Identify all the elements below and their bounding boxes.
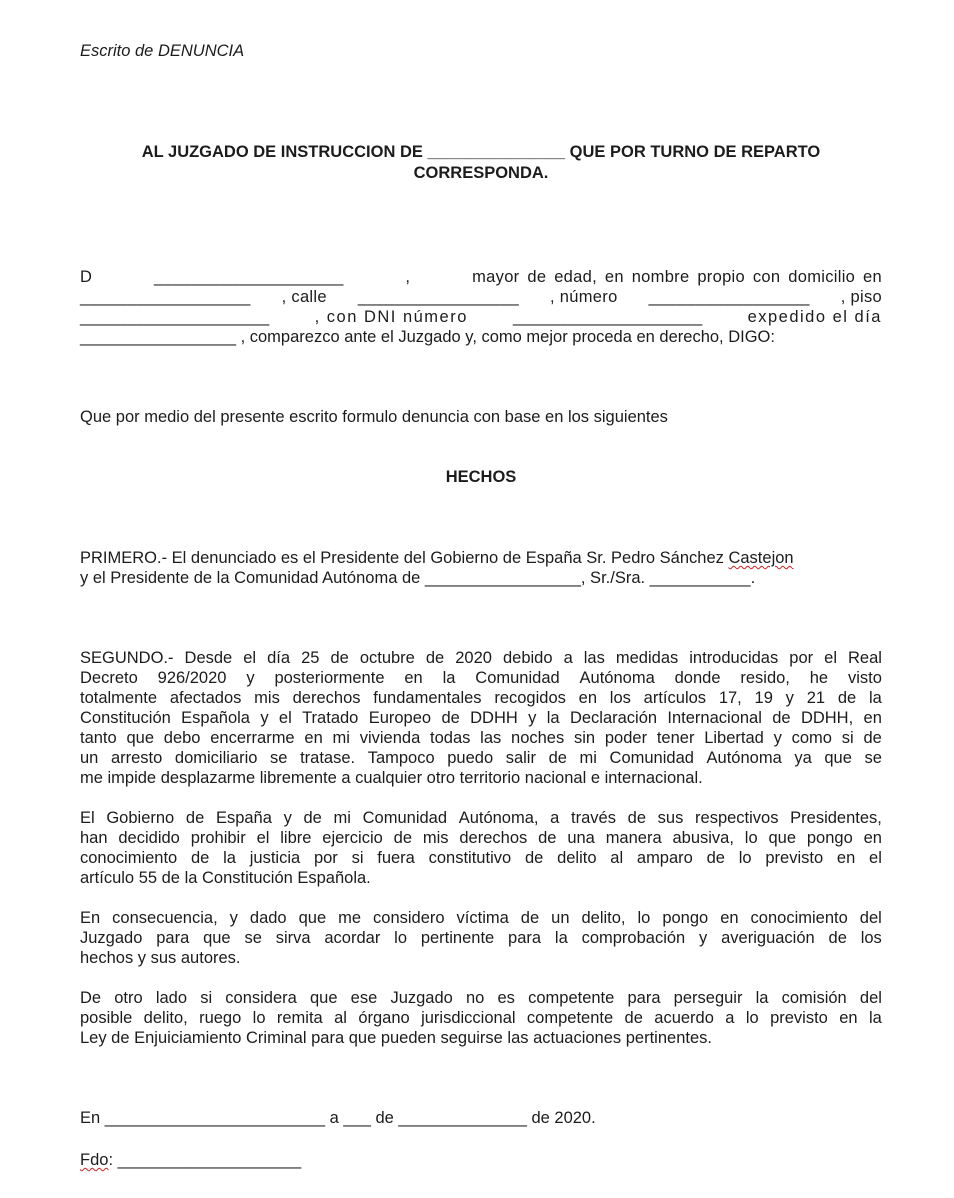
otro-lado-line: Ley de Enjuiciamiento Criminal para que pueden seguirse las actuaciones pertinentes. [80, 1029, 712, 1047]
intro-l2-c: _________________ [357, 288, 519, 306]
intro-l1-b: ____________________ [154, 268, 344, 286]
intro-l3-a: ____________________ [80, 308, 270, 326]
primero-line-2: y el Presidente de la Comunidad Autónoma de _________________, Sr./Sra. ___________. [80, 569, 756, 587]
gobierno-line: artículo 55 de la Constitución Española. [80, 869, 371, 887]
segundo-line: SEGUNDO.- Desde el día 25 de octubre de 2020 debido a las medidas introducidas por el Real [80, 649, 882, 667]
signature-line [80, 1150, 301, 1170]
spellcheck-flagged-word: Castejon [728, 549, 794, 567]
place-date-line: En ________________________ a ___ de ______________ de 2020. [80, 1109, 596, 1127]
intro-l2-a: __________________ [80, 288, 251, 306]
addressee-line-1: AL JUZGADO DE INSTRUCCION DE _______________ QUE POR TURNO DE REPARTO [141, 143, 821, 161]
intro-l1-a: D [80, 268, 93, 286]
consecuencia-paragraph [80, 908, 882, 968]
document-header-note: Escrito de DENUNCIA [80, 42, 245, 60]
primero-paragraph [80, 548, 882, 588]
segundo-line: me impide desplazarme libremente a cualquier otro territorio nacional e internacional. [80, 769, 703, 787]
intro-l2-f: , piso [840, 288, 882, 306]
consecuencia-line: Juzgado para que se sirva acordar lo pertinente para la comprobación y averiguación de los [80, 929, 882, 947]
intro-line-3 [80, 307, 882, 327]
intro-l1-d: mayor de edad, en nombre propio con domicilio en [472, 268, 882, 286]
otro-lado-line: De otro lado si considera que ese Juzgado no es competente para perseguir la comisión del [80, 989, 882, 1007]
segundo-line: Decreto 926/2020 y posteriormente en la Comunidad Autónoma donde resido, he visto [80, 669, 882, 687]
intro-l3-d: expedido el día [747, 308, 882, 326]
primero-line-1 [80, 548, 882, 568]
segundo-paragraph [80, 648, 882, 788]
intro-line-2 [80, 287, 882, 307]
addressee-block [80, 142, 882, 184]
gobierno-paragraph [80, 808, 882, 888]
signature-label: Fdo [80, 1151, 109, 1169]
intro-l2-b: , calle [281, 288, 327, 306]
intro-paragraph [80, 267, 882, 347]
segundo-line: un arresto domiciliario se tratase. Tampoco puedo salir de mi Comunidad Autónoma ya que se [80, 749, 882, 767]
otro-lado-line: posible delito, ruego lo remita al órgano jurisdiccional competente de acuerdo a lo previsto en la [80, 1009, 882, 1027]
intro-l3-b: , con DNI número [314, 308, 468, 326]
segundo-line: tanto que debo encerrarme en mi vivienda todas las noches sin poder tener Libertad y como si de [80, 729, 882, 747]
segundo-line: Constitución Española y el Tratado Europeo de DDHH y la Declaración Internacional de DDHH, en [80, 709, 882, 727]
addressee-line-2: CORRESPONDA. [413, 164, 549, 182]
consecuencia-line: En consecuencia, y dado que me considero víctima de un delito, lo pongo en conocimiento del [80, 909, 882, 927]
otro-lado-paragraph [80, 988, 882, 1048]
gobierno-line: han decidido prohibir el libre ejercicio de mis derechos de una manera abusiva, lo que pongo en [80, 829, 882, 847]
intro-l2-e: _________________ [648, 288, 810, 306]
intro-line-4: _________________ , comparezco ante el Juzgado y, como mejor proceda en derecho, DIGO: [80, 328, 775, 346]
intro-line-1 [80, 267, 882, 287]
intro-l1-c: , [405, 268, 411, 286]
lead-paragraph [80, 407, 882, 427]
intro-l3-c: ____________________ [512, 308, 703, 326]
lead-text: Que por medio del presente escrito formulo denuncia con base en los siguientes [80, 408, 668, 426]
section-title-hechos: HECHOS [445, 468, 517, 486]
consecuencia-line: hechos y sus autores. [80, 949, 241, 967]
primero-line-1-text: PRIMERO.- El denunciado es el Presidente del Gobierno de España Sr. Pedro Sánchez [80, 549, 729, 567]
intro-l2-d: , número [550, 288, 618, 306]
gobierno-line: El Gobierno de España y de mi Comunidad Autónoma, a través de sus respectivos Presidentes, [80, 809, 882, 827]
segundo-line: totalmente afectados mis derechos fundamentales recogidos en los artículos 17, 19 y 21 de la [80, 689, 882, 707]
signature-blank: : ____________________ [108, 1151, 302, 1169]
gobierno-line: conocimiento de la justicia por si fuera constitutivo de delito al amparo de lo previsto en el [80, 849, 882, 867]
